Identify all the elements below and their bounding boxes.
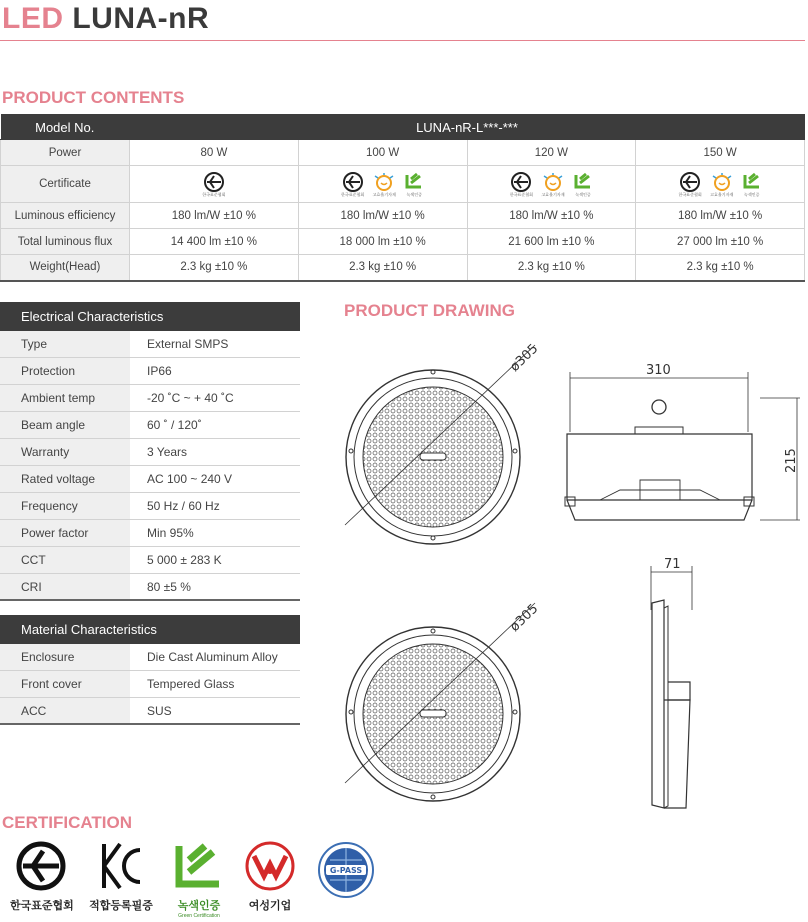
side-view (565, 372, 800, 520)
section-product-contents: PRODUCT CONTENTS (2, 88, 185, 107)
spec-key: Power factor (0, 520, 130, 546)
flux-cell: 14 400 lm ±10 % (130, 229, 299, 255)
ks-mark-icon (15, 840, 67, 892)
kosha-caption: 고효율기자재 (372, 191, 396, 197)
row-label: Weight(Head) (1, 255, 130, 281)
row-label: Luminous efficiency (1, 203, 130, 229)
ks-caption: 한국표준협회 (202, 191, 226, 197)
spec-value: Die Cast Aluminum Alloy (147, 650, 278, 664)
cert-subcaption: Green Certification (178, 913, 220, 919)
green-caption: 녹색인증 (575, 191, 591, 197)
cert-caption: 한국표준협회 (10, 900, 74, 912)
green-caption: 녹색인증 (406, 191, 422, 197)
flux-cell: 18 000 lm ±10 % (298, 229, 467, 255)
diameter-label-top: ø305 (507, 341, 542, 375)
spec-value: Tempered Glass (147, 677, 235, 691)
electrical-header: Electrical Characteristics (0, 302, 300, 331)
cert-women (242, 840, 298, 913)
ks-caption: 한국표준협회 (678, 191, 702, 197)
spec-value: AC 100 ~ 240 V (147, 472, 233, 486)
woman-enterprise-icon (244, 840, 296, 892)
spec-value: Min 95% (147, 526, 194, 540)
power-cell: 100 W (298, 140, 467, 166)
title-prefix: LED (2, 2, 64, 35)
spec-value: 50 Hz / 60 Hz (147, 499, 220, 513)
cert-caption: 적합등록필증 (89, 900, 153, 912)
spec-key: Type (0, 331, 130, 357)
spec-key: Ambient temp (0, 385, 130, 411)
spec-value: 5 000 ± 283 K (147, 553, 222, 567)
model-no-header: Model No. (1, 115, 130, 140)
title-model: LUNA-nR (72, 2, 210, 35)
efficiency-cell: 180 lm/W ±10 % (298, 203, 467, 229)
efficiency-cell: 180 lm/W ±10 % (467, 203, 636, 229)
height-dimension-label: 215 (784, 448, 799, 473)
cert-gpass (314, 840, 378, 903)
flux-cell: 27 000 lm ±10 % (636, 229, 805, 255)
row-label: Certificate (1, 166, 130, 203)
spec-value: -20 ˚C ~ + 40 ˚C (147, 391, 234, 405)
kc-mark-icon (98, 840, 144, 892)
spec-value: External SMPS (147, 337, 229, 351)
g-pass-icon (316, 840, 376, 900)
spec-key: Protection (0, 358, 130, 384)
row-label: Total luminous flux (1, 229, 130, 255)
ks-caption: 한국표준협회 (509, 191, 533, 197)
cert-kc (88, 840, 154, 913)
front-view-bottom (345, 603, 535, 801)
section-product-drawing: PRODUCT DRAWING (344, 301, 515, 320)
section-certification: CERTIFICATION (2, 813, 133, 832)
cert-caption: 녹색인증 (177, 900, 221, 912)
spec-key: Warranty (0, 439, 130, 465)
diameter-label-bottom: ø305 (507, 601, 542, 635)
spec-key: ACC (0, 698, 130, 723)
spec-key: Rated voltage (0, 466, 130, 492)
front-view-top (345, 345, 535, 544)
gpass-badge-text: G-PASS (329, 866, 363, 875)
weight-cell: 2.3 kg ±10 % (130, 255, 299, 281)
efficiency-cell: 180 lm/W ±10 % (130, 203, 299, 229)
spec-value: 3 Years (147, 445, 188, 459)
spec-value: 80 ±5 % (147, 580, 191, 594)
power-cell: 80 W (130, 140, 299, 166)
spec-key: CRI (0, 574, 130, 599)
cert-caption: 여성기업 (248, 900, 292, 912)
efficiency-cell: 180 lm/W ±10 % (636, 203, 805, 229)
certification-logos (8, 840, 388, 920)
depth-view (651, 566, 692, 808)
ks-caption: 한국표준협회 (341, 191, 365, 197)
model-value-header: LUNA-nR-L***-*** (130, 115, 805, 140)
spec-value: IP66 (147, 364, 172, 378)
spec-key: Beam angle (0, 412, 130, 438)
green-caption: 녹색인증 (743, 191, 760, 197)
spec-key: Enclosure (0, 644, 130, 670)
power-cell: 150 W (636, 140, 805, 166)
row-label: Power (1, 140, 130, 166)
cert-ks (10, 840, 72, 913)
spec-value: 60 ˚ / 120˚ (147, 418, 202, 432)
green-cert-icon (173, 840, 225, 892)
weight-cell: 2.3 kg ±10 % (467, 255, 636, 281)
spec-key: Frequency (0, 493, 130, 519)
spec-key: CCT (0, 547, 130, 573)
weight-cell: 2.3 kg ±10 % (298, 255, 467, 281)
kosha-caption: 고효율기자재 (710, 191, 734, 197)
weight-cell: 2.3 kg ±10 % (636, 255, 805, 281)
material-header: Material Characteristics (0, 615, 300, 644)
width-dimension-label: 310 (646, 363, 671, 378)
spec-key: Front cover (0, 671, 130, 697)
cert-green (168, 840, 230, 919)
flux-cell: 21 600 lm ±10 % (467, 229, 636, 255)
spec-value: SUS (147, 704, 172, 718)
power-cell: 120 W (467, 140, 636, 166)
depth-dimension-label: 71 (664, 557, 681, 572)
kosha-caption: 고효율기자재 (541, 191, 565, 197)
